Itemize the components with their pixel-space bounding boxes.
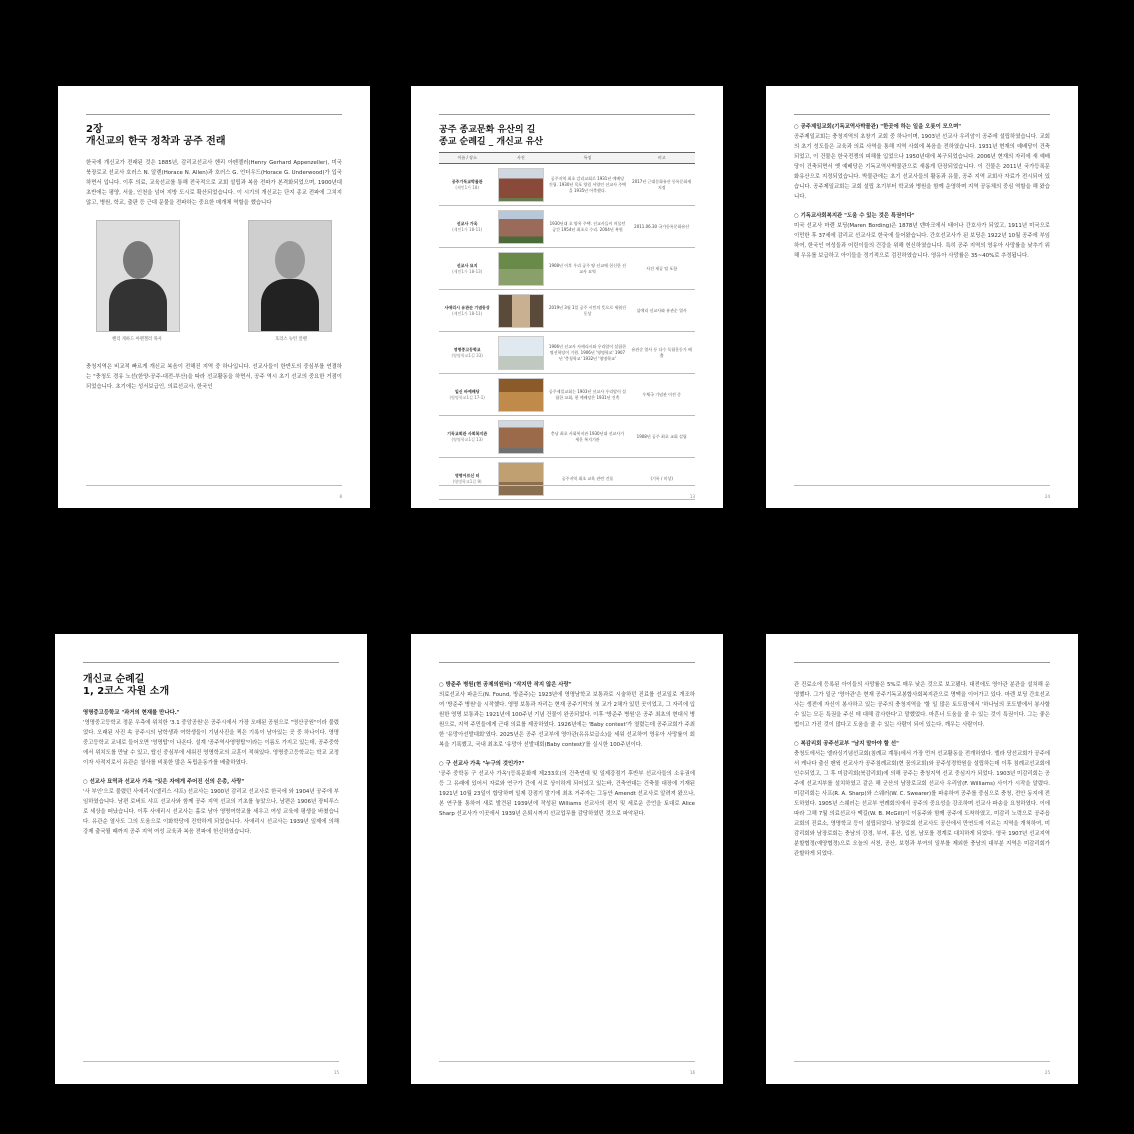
site-name: 사애리시 유관순 기념동상 xyxy=(444,304,490,310)
page-number: 16 xyxy=(689,1070,695,1075)
footer-rule xyxy=(439,1061,695,1062)
site-name: 영명중고등학교 xyxy=(453,346,481,352)
header-rule xyxy=(86,114,342,115)
site-location: (영명학교1길 13) xyxy=(451,436,483,442)
heritage-table xyxy=(439,152,695,500)
table-row xyxy=(439,290,695,332)
site-note: (기록 / 미상) xyxy=(628,458,695,500)
section-paragraph: 미국 선교사 마렌 보딩(Maren Bording)은 1878년 덴마크에서 태어나 간호사가 되었고, 1911년 미국으로 이민한 후 37세에 감리교 선교사로 한국에 들어왔습니다. 간호선교사가 된 보딩은 1922년 10월 공주에 부임하여, 한국인 여성들과 어린이들의 건강을 위해 헌신하였습니다. 특히 공주 지역의 영유아 사망률을 낮추기 위해 우유를 보급하고 아이들을 정기적으로 검진하였습니다. 영유아 사망률은 35~40%로 추정됩니다. xyxy=(794,223,1050,259)
section-paragraph: 충청도에서는 엘라싱기념선교회(침례교 계통)에서 가장 먼저 선교활동을 전개하였다. 엘라 당선교회가 공주에서 케나다 출신 펜윅 선교사가 공주침례교회(현 꿈의교회)와 공주성경학원을 설립하는데 이후 침례교선교회에 인수되었고, 그 후 미감리회(북감리회)에 의해 공주는 충청지역 선교 중심지가 되었다. 1903년 미감리회는 공주에 선교지부를 설치하였고 같은 해 군산의 남장로교회 선교사 우리암(F. Williams) 사이가 시작을 알렸다. 미감리회는 사프(R. A. Sharp)와 스웨러(W. C. Swearer)를 파송하여 공주를 중심으로 충청, 전안 동지에 전도하였다. 1905년 스웨러는 선교부 연례회의에서 공주의 중요성을 강조하며 선교사 파송을 요청하였다. 이에 따라 그해 7월 의료선교사 맥길(W. B. McGill)이 이동주와 함께 공주에 도착하였고, 미감리 노력으로 공주읍교회의 진료소, 영명학교 등이 설립되었다. 남장로회 선교사도 공산에서 만연도에 이르는 지역을 개척하여, 미감리회와 남장로회는 충남의 강경, 부여, 홍산, 입천, 남포를 경계로 대치하게 되었다. 영국 1907년 선교지역 분할협정(예양협정)으로 오늘의 서천, 공산, 보령과 부여의 일부를 제외한 충남의 대부분 지역은 미감리회가 관할하게 되었다. xyxy=(794,751,1050,857)
portrait-photos xyxy=(86,220,342,332)
section-title xyxy=(83,674,339,698)
site-note: 유관순 열사 등 다수 독립운동가 배출 xyxy=(628,332,695,374)
table-row xyxy=(439,248,695,290)
table-row xyxy=(439,206,695,248)
column-header: 비고 xyxy=(628,153,695,164)
page-subtitle: 종교 순례길 _ 개신교 유산 xyxy=(439,137,543,147)
photo-captions xyxy=(86,336,342,342)
table-row xyxy=(439,374,695,416)
section-paragraph: '공주 중학동 구 선교사 가옥'(등록문화재 제233호)의 건축연대 및 일제강점기 후반부 선교사들의 소유권에 등 그 유래에 있어서 자료와 연구가 간에 서로 상이하게 되어있고 있는바, 건축연대는 건축물 대장에 기재된 1921년 10월 23일이 합당하며 일제 강점기 말기에 최초 거주자는 그동안 Amendt 선교사로 알려져 왔으나, 본 연구를 통하여 새로 발견된 1939년에 작성된 Williams 선교사의 편지 및 세로운 증언을 토대로 Alice Sharp 선교사가 이곳에서 1939년 은퇴시까지 선교업무를 감당하였던 것으로 파악된다. xyxy=(439,771,695,817)
section-paragraph: 공주제일교회는 충청지역의 초창기 교회 중 하나이며, 1903년 선교사 우리암이 공주에 설립하였습니다. 교회의 초기 성도들은 교육과 의료 사역을 통해 지역 사회에 복음을 전하였습니다. 1931년 현재의 예배당이 건축되었고, 이 건물은 한국전쟁의 피해를 입었으나 1950년대에 복구되었습니다. 2006년 현재의 자리에 새 예배당이 건축되면서 옛 예배당은 기독교역사박물관으로 새롭게 단장되었습니다. 이 건물은 2011년 국가등록문화유산으로 지정되었습니다. 박물관에는 초기 선교사들의 활동과 유물, 공주 지역 교회사 자료가 전시되어 있습니다. 공주제일교회는 교회 설립 초기부터 학교와 병원을 함께 운영하며 지역 공동체의 중심 역할을 해 왔습니다. xyxy=(794,134,1050,200)
section-heading: ○ 공주제일교회(기독교역사박물관) "한곳에 하는 일을 오롯이 모으며" xyxy=(794,124,962,130)
site-photo xyxy=(498,462,544,496)
chapter-number: 2장 xyxy=(86,124,103,135)
portrait-photo-allen xyxy=(248,220,332,332)
section-title-line: 1, 2코스 자원 소개 xyxy=(83,686,170,697)
header-rule xyxy=(439,662,695,663)
document-page xyxy=(411,86,723,508)
site-photo xyxy=(498,252,544,286)
photo-caption: 헨리 게하드 아펜젤러 목사 xyxy=(112,337,162,342)
section-heading: ○ 복감리회 공주선교부 "남지 말아야 할 선" xyxy=(794,741,899,747)
footer-rule xyxy=(794,1061,1050,1062)
chapter-heading xyxy=(86,124,342,148)
table-row xyxy=(439,416,695,458)
chapter-title: 개신교의 한국 정착과 공주 전래 xyxy=(86,136,226,147)
site-location: (영명학교1길 9) xyxy=(452,478,482,484)
site-name: 공주기독교박물관 xyxy=(451,178,483,184)
page-number: 8 xyxy=(339,494,342,499)
intro-paragraph: 관 진료소에 등록된 아이들의 사망률은 5%로 매우 낮은 것으로 보고됐다. 대전에도 영아관 분관을 설치해 운영했다. 그가 일군 '영아관'은 현재 공주기독교봉합사회복지관으로 명맥을 이어가고 있다. 마렌 보딩 간호선교사는 생전에 자신이 봉사하고 있는 공주의 충청지역을 '할 일 많은 토도림'에서 '하나님의 포도밭에서 봉사할 수 있는 모든 특권을 주신 데 대해 감사한다'고 말했었다. 마흔너 도움을 줄 수 있는 것이 특권이다. 그는 좋은 법이고 가진 것이 많다고 도움을 줄 수 있는 사람이 되어 있는다. 깨우는 사람이다. xyxy=(794,682,1050,728)
section-paragraph: '영명중고등학교 정문 우측에 위치한 '3.1 중앙공원'은 공주시에서 가장 오래된 공원으로 "영산공원"이라 불렸었다. 오래된 사진 속 공주시의 남학생과 여학생들이 기념사진을 찍은 기록이 남아있는 곳 중 하나이다. 영명중고등학교 교내로 들어오면 '영명탑'이 나온다. 설계 '공주역사영명탑'이라는 이름도 가지고 있는데, 공주중학에서 위치도를 만날 수 있고, 탑신 중심부에 세워진 영명학교의 교훈이 적혀있다. 영명중고등학교는 학교 교정이자 사적지로서 유관순 열사를 비롯한 많은 독립운동가를 배출하였다. xyxy=(83,720,339,766)
site-note: 2011.06.30 국가등록문화유산 xyxy=(628,206,695,248)
page-number: 15 xyxy=(333,1070,339,1075)
document-page xyxy=(58,86,370,508)
table-row xyxy=(439,164,695,206)
column-header: 사진 xyxy=(495,153,546,164)
page-number: 24 xyxy=(1044,494,1050,499)
section-paragraph: '사 부인'으로 불렸던 사애리시(엘리스 샤프) 선교사는 1900년 감리교 선교사로 한국에 와 1904년 공주에 부임하였습니다. 남편 로버트 샤프 선교사와 함께 공주 지역 선교의 기초를 놓았으나, 남편은 1906년 장티푸스로 세상을 떠났습니다. 이후 사애리시 선교사는 홀로 남아 영명여학교를 세우고 여성 교육에 평생을 바쳤습니다. 유관순 열사도 그의 도움으로 이화학당에 진학하게 되었습니다. 사애리시 선교사는 1939년 일제에 의해 강제 출국될 때까지 공주 지역 여성 교육과 복음 전파에 헌신하였습니다. xyxy=(83,789,339,835)
site-note: 사진 제공 팀 포함 xyxy=(628,248,695,290)
site-note: 1908년 공주 최초 교회 설립 xyxy=(628,416,695,458)
site-feature: 1906년 선교사 사애리시와 우리암이 설립한 명선학당이 기원. 1906년 '영명학교' 1907년 '충청학교' 1932년 '영명학교' xyxy=(547,332,629,374)
site-feature: 공주지역 최초 감리교회로 1931년 예배당 건립. 1930년 목포 양림 서양인 선교사 주택을 1935년 이축했다. xyxy=(547,164,629,206)
site-feature: 2019년 3월 1일 공주 시민의 뜻으로 세워진 동상 xyxy=(547,290,629,332)
column-header: 특징 xyxy=(547,153,629,164)
site-photo xyxy=(498,420,544,454)
page-number: 13 xyxy=(689,494,695,499)
photo-caption: 호러스 뉴턴 알렌 xyxy=(275,337,307,342)
site-photo xyxy=(498,336,544,370)
site-feature: 충남 최초 사회복지관 1930년대 선교사가 세운 복지기관 xyxy=(547,416,629,458)
document-page xyxy=(766,86,1078,508)
site-location: (제민1가 18) xyxy=(455,184,479,190)
section-heading: 영명중고등학교 "과거의 현재를 만나다." xyxy=(83,710,180,716)
site-photo xyxy=(498,294,544,328)
section-heading: ○ 선교사 묘역과 선교사 가옥 "잊은 자에게 주어진 신의 은총, 사랑" xyxy=(83,779,245,785)
column-header: 이름 / 장소 xyxy=(439,153,495,164)
site-note: 삼애리 선교사와 유관순 열사 xyxy=(628,290,695,332)
site-feature: 1930년대 초 양옥 주택. 선교사들이 머물던 공간 1954년 최초로 수리. 2004년 복원 xyxy=(547,206,629,248)
site-name: 선교사 묘지 xyxy=(456,262,478,268)
table-row xyxy=(439,332,695,374)
site-note: 우체국 기념관 이전 중 xyxy=(628,374,695,416)
document-page xyxy=(55,634,367,1084)
site-location: (영명학교1길 33) xyxy=(451,352,483,358)
site-location: (제민1가 18-11) xyxy=(452,226,483,232)
site-photo xyxy=(498,210,544,244)
table-header-row xyxy=(439,153,695,164)
header-rule xyxy=(794,114,1050,115)
site-feature: 공주지역 최초 교육 관련 건물 xyxy=(547,458,629,500)
site-location: (제민1가 18-11) xyxy=(452,310,483,316)
site-photo xyxy=(498,378,544,412)
header-rule xyxy=(439,114,695,115)
section-paragraph: 의료선교사 파운드(N. Found, 방준주)는 1923년에 영명남학교 보통과로 시술하던 진료를 선교일로 개조하여 '방준주 병원'을 시작했다. 영명 보통과 자리는 현재 공주기막의 첫 교가 2채가 있던 곳이었고, 그 자리에 입원한 영명 보통과는 1921년에 100주년 기념 건물이 완공되었다. 이후 '방준주 병원'은 공주 최초의 현대식 병원으로, 지역 주민들에게 근대 의료를 제공하였다. 1926년에는 'Baby contest'가 열렸는데 공주교회가 주최한 '유망아선발대회'였다. 2025년은 공주 선교부에 영아관(유유보급소)을 세워 선교하여 영유아 사망률이 회복을 기록했고, 국내 최초로 '유망아 선발대회(Baby contest)'를 실시한 100주년이다. xyxy=(439,692,695,748)
footer-rule xyxy=(439,485,695,486)
site-name: 영명어르신 터 xyxy=(454,472,480,478)
site-photo xyxy=(498,168,544,202)
site-location: (영명학교1길 17-1) xyxy=(449,394,485,400)
site-location: (제민1가 18-13) xyxy=(452,268,483,274)
footer-rule xyxy=(794,485,1050,486)
footer-rule xyxy=(86,485,342,486)
document-page xyxy=(766,634,1078,1084)
section-heading: ○ 기독교사회복지관 "도움 수 있는 것은 특권이다" xyxy=(794,213,915,219)
page-title: 공주 종교문화 유산의 길 xyxy=(439,125,536,135)
header-rule xyxy=(83,662,339,663)
site-name: 일신 바예배당 xyxy=(454,388,480,394)
site-feature: 1908년 이후 우리 공주 땅 선교에 헌신한 선교사 묘역 xyxy=(547,248,629,290)
section-heading: ○ 방준주 병원(현 공제의원터) "작지만 작지 않은 사랑" xyxy=(439,682,572,688)
site-name: 선교사 가옥 xyxy=(456,220,478,226)
section-title-line: 개신교 순례길 xyxy=(83,674,145,685)
section-heading: ○ 구 선교사 가옥 "누구의 것인가?" xyxy=(439,761,525,767)
closing-paragraph: 충청지역은 비교적 빠르게 개신교 복음이 전해진 지역 중 하나입니다. 선교사들이 한반도의 중심부를 연결하는 "충청도 경유 노선(한양-공주-대전-부산)을 따라 선교활동을 하면서, 공주 역시 초기 선교의 중요한 거점이 되었습니다. 초기에는 성서보급인, 의료선교사, 한국인 xyxy=(86,364,342,390)
header-rule xyxy=(794,662,1050,663)
site-name: 기독교회관 사회복지관 xyxy=(447,430,488,436)
table-row xyxy=(439,458,695,500)
site-note: 2017년 근대문화유산 등록문화재 지정 xyxy=(628,164,695,206)
site-feature: 공주제일교회는 1903년 선교사 우리암이 설립한 교회, 현 예배당은 1931년 건축 xyxy=(547,374,629,416)
footer-rule xyxy=(83,1061,339,1062)
portrait-photo-appenzeller xyxy=(96,220,180,332)
intro-paragraph: 한국에 개신교가 전래된 것은 1885년, 감리교선교사 헨리 아펜젤러(Henry Gerhard Appenzeller), 미국 북장로교 선교사 호러스 N. 알렌(Horace N. Allen)과 호러스 G. 언더우드(Horace G. Underwood)가 입국하면서 입니다. 이후 의료, 교육선교를 통해 전국적으로 교회 설립과 복음 전파가 본격화되었으며, 1900년대 초반에는 평양, 서울, 인천을 넘어 지방 도시로 확산되었습니다. 이 시기의 개신교는 단지 종교 전파에 그치지 않고, 병원, 학교, 출판 등 근대 문물을 전파하는 중요한 매개체 역할을 했습니다 xyxy=(86,160,342,206)
document-page xyxy=(411,634,723,1084)
page-number: 25 xyxy=(1044,1070,1050,1075)
